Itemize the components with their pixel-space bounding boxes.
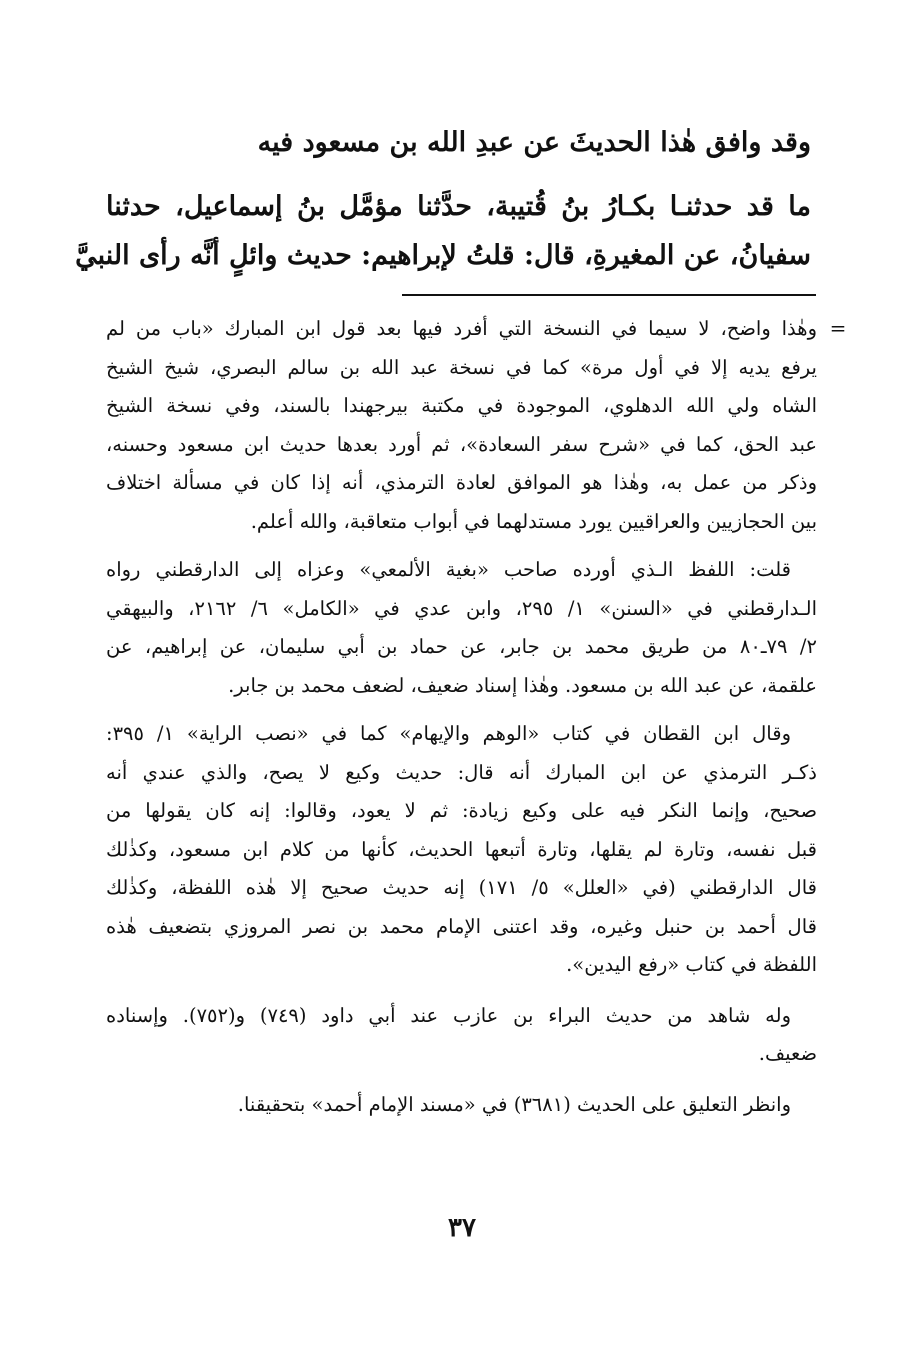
page-number: ٣٧: [448, 1213, 476, 1243]
footnote-line: الشاه ولي الله الدهلوي، الموجودة في مكتبة بيرجهندا بالسند، وفي نسخة الشيخ: [106, 394, 817, 417]
footnote-paragraph-2: [106, 551, 817, 705]
footnote-line: عبد الحق، كما في «شرح سفر السعادة»، ثم أورد بعدها حديث ابن مسعود وحسنه،: [106, 432, 817, 456]
footnote-line: الـدارقطني في «السنن» ١/ ٢٩٥، وابن عدي في «الكامل» ٦/ ٢١٦٢، والبيهقي: [106, 596, 817, 620]
footnote-paragraph-3: [106, 715, 817, 985]
footnote-line: قال أحمد بن حنبل وغيره، وقد اعتنى الإمام محمد بن نصر المروزي بتضعيف هٰذه: [106, 914, 817, 938]
footnote-line: صحيح، وإنما النكر فيه على وكيع زيادة: ثم لا يعود، وقالوا: إنه كان يقولها من: [106, 799, 817, 822]
footnote-line: اللفظة في كتاب «رفع اليدين».: [566, 953, 817, 976]
footnote-separator: [402, 294, 816, 296]
footnote-line: وله شاهد من حديث البراء بن عازب عند أبي داود (٧٤٩) و(٧٥٢). وإسناده: [106, 1003, 791, 1027]
footnote-line: يرفع يديه إلا في أول مرة» كما في نسخة عبد الله بن سالم البصري، شيخ الشيخ: [106, 355, 817, 379]
main-text-line-1: وقد وافق هٰذا الحديثَ عن عبدِ الله بن مسعود فيه: [257, 127, 811, 158]
footnote-line: ذكـر الترمذي عن ابن المبارك أنه قال: حديث وكيع لا يصح، والذي عندي أنه: [106, 760, 817, 784]
footnote-line: قبل نفسه، وتارة لم يقلها، وتارة أتبعها الحديث، كأنها من كلام ابن مسعود، وكذٰلك: [106, 837, 817, 861]
footnote-line: وقال ابن القطان في كتاب «الوهم والإيهام» كما في «نصب الراية» ١/ ٣٩٥:: [106, 722, 791, 745]
footnote-line: علقمة، عن عبد الله بن مسعود. وهٰذا إسناد ضعيف، لضعف محمد بن جابر.: [228, 673, 817, 697]
footnote-paragraph-1: [106, 310, 817, 541]
footnotes-section: [106, 310, 817, 1124]
footnote-line: وانظر التعليق على الحديث (٣٦٨١) في «مسند الإمام أحمد» بتحقيقنا.: [237, 1092, 791, 1116]
footnote-line: ضعيف.: [758, 1042, 817, 1065]
footnote-line: وهٰذا واضح، لا سيما في النسخة التي أفرد فيها بعد قول ابن المبارك «باب من لم: [106, 317, 817, 340]
footnote-line: ٢/ ٧٩ـ٨٠ من طريق محمد بن جابر، عن حماد بن أبي سليمان، عن إبراهيم، عن: [106, 635, 817, 658]
footnote-line: قلت: اللفظ الـذي أورده صاحب «بغية الألمعي» وعزاه إلى الدارقطني رواه: [106, 558, 791, 581]
footnote-continuation-marker: =: [829, 316, 847, 340]
main-text-line-2: ما قد حدثنـا بكـارُ بنُ قُتيبة، حدَّثنا مؤمَّل بنُ إسماعيل، حدثنا: [106, 191, 811, 222]
footnote-paragraph-5: [106, 1086, 817, 1125]
footnote-paragraph-4: [106, 997, 817, 1074]
footnote-line: بين الحجازيين والعراقيين يورد مستدلهما في أبواب متعاقبة، والله أعلم.: [250, 509, 817, 533]
footnote-line: قال الدارقطني (في «العلل» ٥/ ١٧١) إنه حديث صحيح إلا هٰذه اللفظة، وكذٰلك: [106, 876, 817, 899]
footnote-line: وذكر من عمل به، وهٰذا هو الموافق لعادة الترمذي، أنه إذا كان في مسألة اختلاف: [106, 471, 817, 494]
main-text-line-3: سفيانُ، عن المغيرةِ، قال: قلتُ لإبراهيم: حديث وائلٍ أنَّه رأى النبيَّ: [75, 240, 811, 271]
